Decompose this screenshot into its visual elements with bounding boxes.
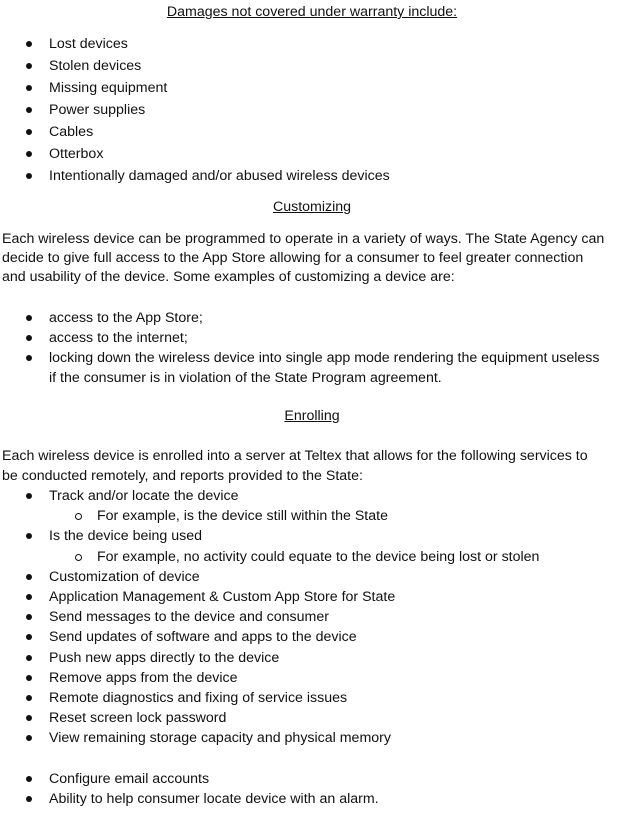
bullet-icon — [26, 634, 32, 640]
paragraph-line: Each wireless device can be programmed to operate in a variety of ways. The State Agency can — [2, 231, 605, 247]
bullet-icon — [26, 594, 32, 600]
bullet-icon — [26, 151, 32, 157]
enrolling-heading: Enrolling — [284, 408, 340, 424]
list-item: Lost devices — [49, 36, 128, 52]
bullet-icon — [26, 315, 32, 321]
list-item: Ability to help consumer locate device with an alarm. — [49, 790, 379, 807]
list-item: access to the App Store; — [49, 310, 203, 326]
list-item: Intentionally damaged and/or abused wireless devices — [49, 168, 390, 184]
list-item: Send messages to the device and consumer — [49, 609, 329, 626]
bullet-icon — [26, 735, 32, 741]
bullet-icon — [26, 41, 32, 47]
bullet-icon — [26, 107, 32, 113]
paragraph-line: and usability of the device. Some examples of customizing a device are: — [2, 269, 455, 285]
list-item: Cables — [49, 124, 94, 140]
hollow-bullet-icon — [75, 513, 82, 520]
bullet-icon — [26, 695, 32, 701]
list-item: Configure email accounts — [49, 770, 210, 787]
bullet-icon — [26, 796, 32, 802]
sub-list-item: For example, no activity could equate to the device being lost or stolen — [97, 548, 540, 565]
bullet-icon — [26, 614, 32, 620]
bullet-icon — [26, 129, 32, 135]
list-item: Track and/or locate the device — [49, 488, 239, 504]
list-item: Stolen devices — [49, 58, 142, 74]
list-item: if the consumer is in violation of the State Program agreement. — [49, 370, 442, 386]
bullet-icon — [26, 85, 32, 91]
bullet-icon — [26, 173, 32, 179]
bullet-icon — [26, 574, 32, 580]
list-item: locking down the wireless device into single app mode rendering the equipment useless — [49, 350, 600, 366]
bullet-icon — [26, 776, 32, 782]
list-item: Push new apps directly to the device — [49, 649, 280, 666]
customizing-heading: Customizing — [272, 199, 352, 215]
list-item: Send updates of software and apps to the device — [49, 629, 357, 646]
list-item: Remove apps from the device — [49, 669, 238, 686]
bullet-icon — [26, 355, 32, 361]
bullet-icon — [26, 655, 32, 661]
bullet-icon — [26, 675, 32, 681]
bullet-icon — [26, 493, 32, 499]
list-item: access to the internet; — [49, 330, 188, 346]
list-item: Application Management & Custom App Store for State — [49, 589, 396, 605]
list-item: Power supplies — [49, 102, 146, 118]
paragraph-line: decide to give full access to the App Store allowing for a consumer to feel greater connection — [2, 250, 584, 266]
list-item: Is the device being used — [49, 528, 203, 545]
bullet-icon — [26, 715, 32, 721]
list-item: Customization of device — [49, 568, 200, 585]
list-item: Otterbox — [49, 146, 104, 162]
paragraph-line: be conducted remotely, and reports provided to the State: — [2, 468, 363, 484]
bullet-icon — [26, 63, 32, 69]
paragraph-line: Each wireless device is enrolled into a server at Teltex that allows for the following services to — [2, 448, 588, 464]
list-item: Reset screen lock password — [49, 710, 227, 727]
warranty-heading: Damages not covered under warranty include: — [166, 4, 458, 20]
bullet-icon — [26, 335, 32, 341]
list-item: View remaining storage capacity and physical memory — [49, 730, 391, 747]
list-item: Missing equipment — [49, 80, 168, 96]
sub-list-item: For example, is the device still within the State — [97, 508, 388, 525]
hollow-bullet-icon — [75, 554, 82, 561]
list-item: Remote diagnostics and fixing of service issues — [49, 690, 348, 706]
bullet-icon — [26, 533, 32, 539]
